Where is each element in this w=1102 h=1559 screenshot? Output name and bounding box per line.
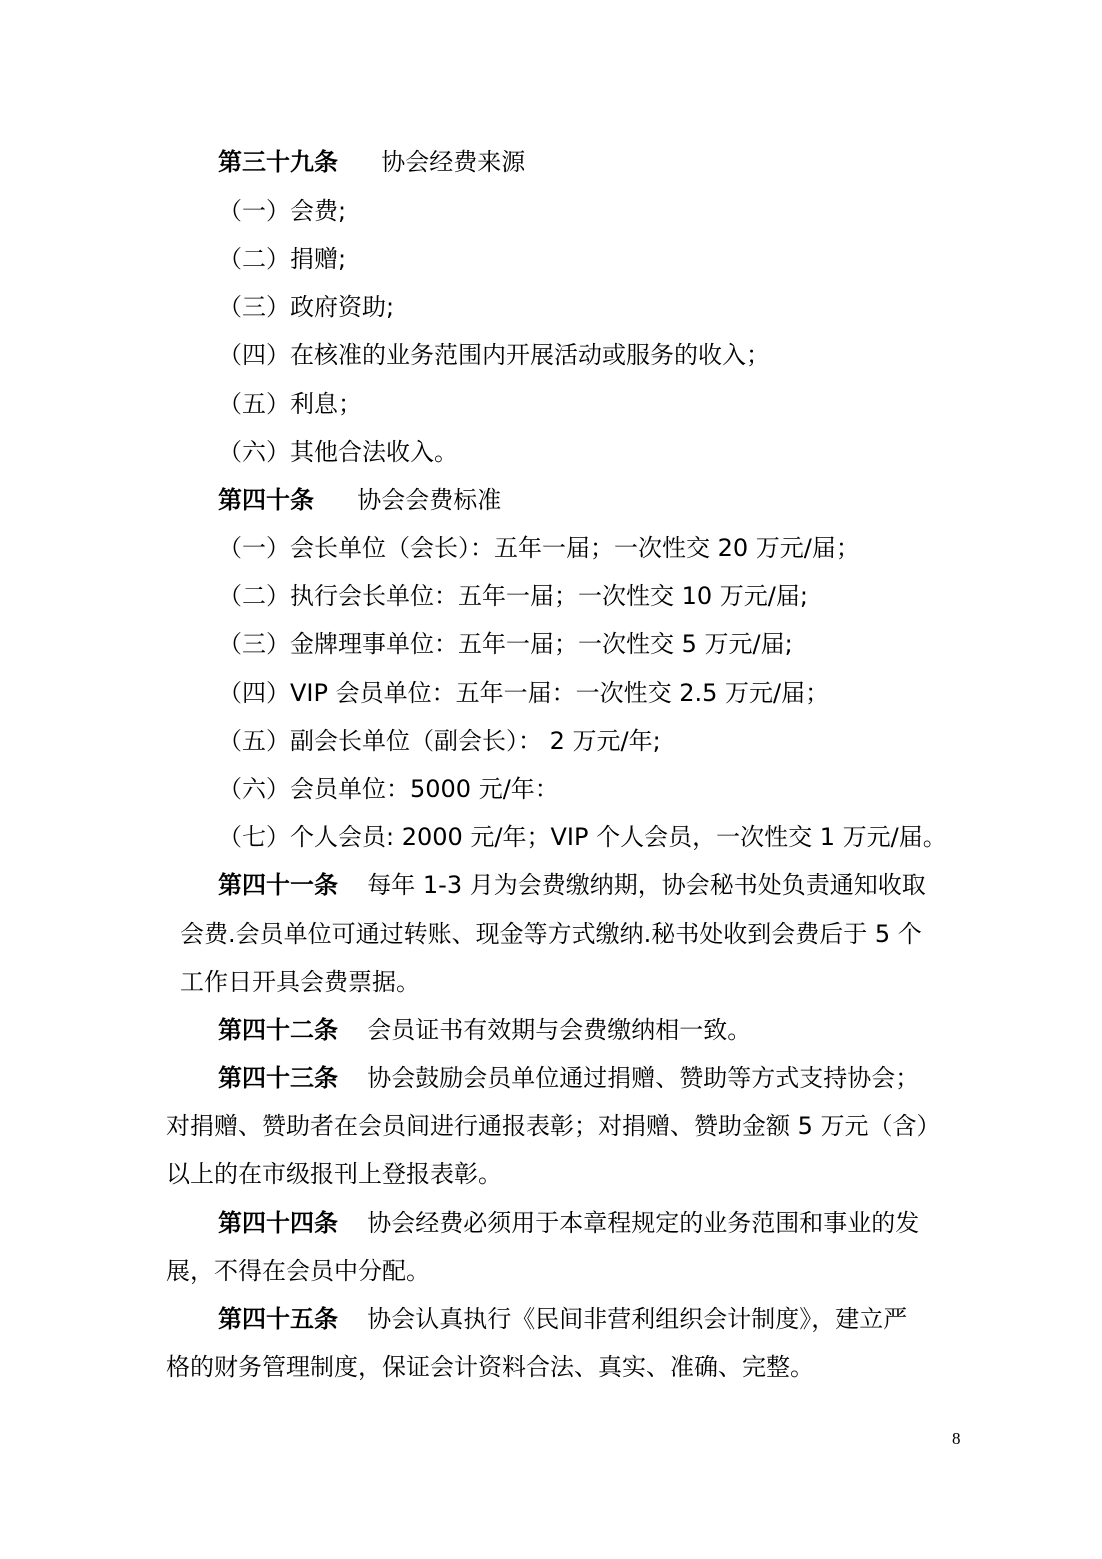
- article-text: 格的财务管理制度，保证会计资料合法、真实、准确、完整。: [166, 1353, 814, 1381]
- article-number: 第四十一条: [218, 871, 338, 899]
- article-number: 第四十条: [218, 486, 314, 514]
- list-item: （五）利息；: [218, 390, 362, 418]
- list-item: （二）执行会长单位：五年一届；一次性交 10 万元/届;: [218, 582, 808, 610]
- article-number: 第四十五条: [218, 1305, 338, 1333]
- page-number: 8: [952, 1429, 961, 1448]
- list-item: （六）其他合法收入。: [218, 438, 458, 466]
- list-item: （六）会员单位：5000 元/年：: [218, 775, 559, 803]
- list-item: （四）VIP 会员单位：五年一届：一次性交 2.5 万元/届；: [218, 679, 830, 707]
- article-41: [218, 870, 926, 900]
- article-44: [218, 1208, 919, 1238]
- list-item: （七）个人会员: 2000 元/年；VIP 个人会员，一次性交 1 万元/届。: [218, 823, 947, 851]
- article-number: 第三十九条: [218, 148, 338, 176]
- article-39-heading: [218, 147, 525, 177]
- article-text: 协会认真执行《民间非营利组织会计制度》，建立严: [367, 1305, 908, 1333]
- article-number: 第四十三条: [218, 1064, 338, 1092]
- article-text: 展，不得在会员中分配。: [166, 1257, 430, 1285]
- article-text: 会费.会员单位可通过转账、现金等方式缴纳.秘书处收到会费后于 5 个: [180, 920, 922, 948]
- article-40-heading: [218, 485, 501, 515]
- list-item: （五）副会长单位（副会长）： 2 万元/年;: [218, 727, 661, 755]
- list-item: （四）在核准的业务范围内开展活动或服务的收入；: [218, 341, 770, 369]
- article-title: 协会会费标准: [357, 486, 502, 514]
- list-item: （二）捐赠;: [218, 245, 347, 273]
- article-text: 对捐赠、赞助者在会员间进行通报表彰；对捐赠、赞助金额 5 万元（含）: [166, 1112, 941, 1140]
- article-43: [218, 1063, 919, 1093]
- article-number: 第四十四条: [218, 1209, 338, 1237]
- article-text: 协会鼓励会员单位通过捐赠、赞助等方式支持协会；: [367, 1064, 920, 1092]
- article-42: [218, 1015, 751, 1045]
- article-text: 协会经费必须用于本章程规定的业务范围和事业的发: [367, 1209, 920, 1237]
- article-text: 每年 1-3 月为会费缴纳期，协会秘书处负责通知收取: [367, 871, 926, 899]
- list-item: （三）政府资助;: [218, 293, 395, 321]
- article-text: 会员证书有效期与会费缴纳相一致。: [367, 1016, 752, 1044]
- list-item: （一）会长单位（会长）：五年一届；一次性交 20 万元/届；: [218, 534, 860, 562]
- article-45: [218, 1304, 907, 1334]
- list-item: （一）会费;: [218, 197, 347, 225]
- article-text: 以上的在市级报刊上登报表彰。: [166, 1160, 502, 1188]
- article-title: 协会经费来源: [381, 148, 526, 176]
- article-text: 工作日开具会费票据。: [180, 968, 420, 996]
- list-item: （三）金牌理事单位：五年一届；一次性交 5 万元/届;: [218, 630, 793, 658]
- article-number: 第四十二条: [218, 1016, 338, 1044]
